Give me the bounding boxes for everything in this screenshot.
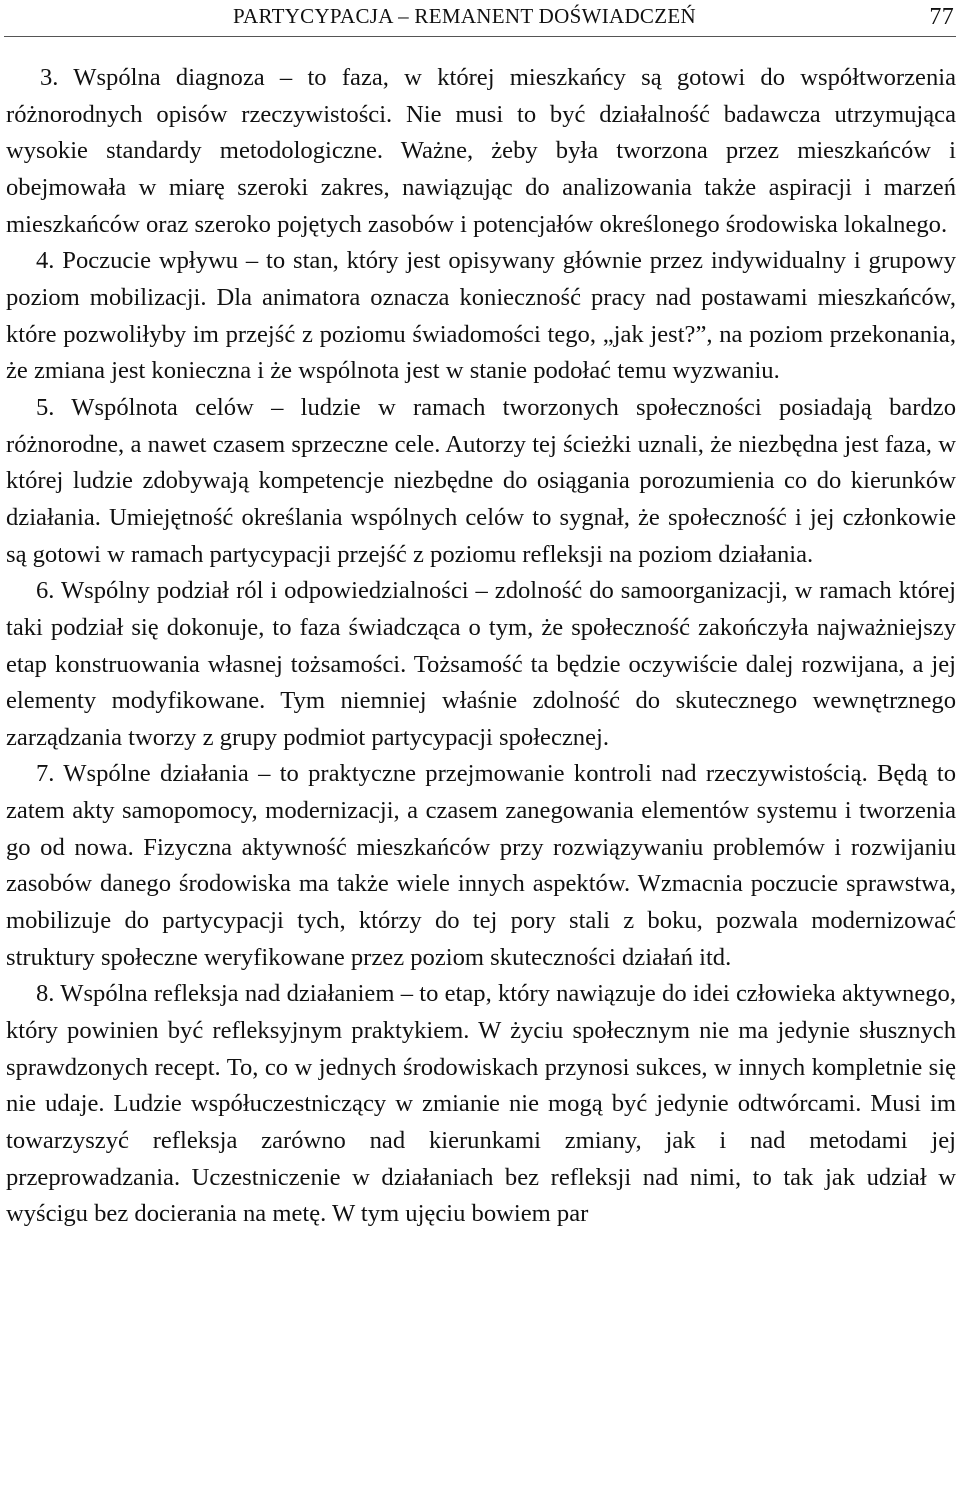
body-text xyxy=(6,60,956,1233)
running-head xyxy=(0,2,954,32)
running-title: PARTYCYPACJA – REMANENT DOŚWIADCZEŃ xyxy=(233,4,696,28)
header-rule xyxy=(4,36,956,37)
paragraph-4-poczucie-wplywu: 4. Poczucie wpływu – to stan, który jest opisywany głównie przez indywidualny i grupowy poziom mobilizacji. Dla animatora oznacza konieczność pracy nad postawami mieszkańców, które pozwoliłyby im przejść z poziomu świadomości tego, „jak jest?”, na poziom przekonania, że zmiana jest konieczna i że wspólnota jest w stanie podołać temu wyzwaniu. xyxy=(6,247,956,385)
paragraph-7-wspolne-dzialania: 7. Wspólne działania – to praktyczne przejmowanie kontroli nad rzeczywistością. Będą to zatem akty samopomocy, modernizacji, a czasem zanegowania elementów systemu i tworzenia go od nowa. Fizyczna aktywność mieszkańców przy rozwiązywaniu problemów i rozwijaniu zasobów danego środowiska ma także wiele innych aspektów. Wzmacnia poczucie sprawstwa, mobilizuje do partycypacji tych, którzy do tej pory stali z boku, pozwala modernizować struktury społeczne weryfikowane przez poziom skuteczności działań itd. xyxy=(6,760,956,971)
paragraph-6-wspolny-podzial-rol: 6. Wspólny podział ról i odpowiedzialności – zdolność do samoorganizacji, w ramach której taki podział się dokonuje, to faza świadcząca o tym, że społeczność zakończyła najważniejszy etap konstruowania własnej tożsamości. Tożsamość ta będzie oczywiście dalej rozwijana, a jej elementy modyfikowane. Tym niemniej właśnie zdolność do skutecznego wewnętrznego zarządzania tworzy z grupy podmiot partycypacji społecznej. xyxy=(6,577,956,751)
paragraph-8-wspolna-refleksja: 8. Wspólna refleksja nad działaniem – to etap, który nawiązuje do idei człowieka aktywnego, który powinien być refleksyjnym praktykiem. W życiu społecznym nie ma jedynie słusznych sprawdzonych recept. To, co w jednych środowiskach przynosi sukces, w innych kompletnie się nie udaje. Ludzie współuczestniczący w zmianie nie mogą być jedynie odtwórcami. Musi im towarzyszyć refleksja zarówno nad kierunkami zmiany, jak i nad metodami jej przeprowadzania. Uczestniczenie w działaniach bez refleksji nad nimi, to tak jak udział w wyścigu bez docierania na metę. W tym ujęciu bowiem par xyxy=(6,980,956,1228)
paragraph-3-wspolna-diagnoza: 3. Wspólna diagnoza – to faza, w której mieszkańcy są gotowi do współtworzenia różnorodnych opisów rzeczywistości. Nie musi to być działalność badawcza utrzymująca wysokie standardy metodologiczne. Ważne, żeby była tworzona przez mieszkańców i obejmowała w miarę szeroki zakres, nawiązując do analizowania także aspiracji i marzeń mieszkańców oraz szeroko pojętych zasobów i potencjałów określonego środowiska lokalnego. xyxy=(6,64,956,238)
page-number: 77 xyxy=(929,4,954,30)
paragraph-5-wspolnota-celow: 5. Wspólnota celów – ludzie w ramach tworzonych społeczności posiadają bardzo różnorodne, a nawet czasem sprzeczne cele. Autorzy tej ścieżki uznali, że niezbędna jest faza, w której ludzie zdobywają kompetencje niezbędne do osiągania porozumienia co do kierunków działania. Umiejętność określania wspólnych celów to sygnał, że społeczność i jej członkowie są gotowi w ramach partycypacji przejść z poziomu refleksji na poziom działania. xyxy=(6,393,956,568)
